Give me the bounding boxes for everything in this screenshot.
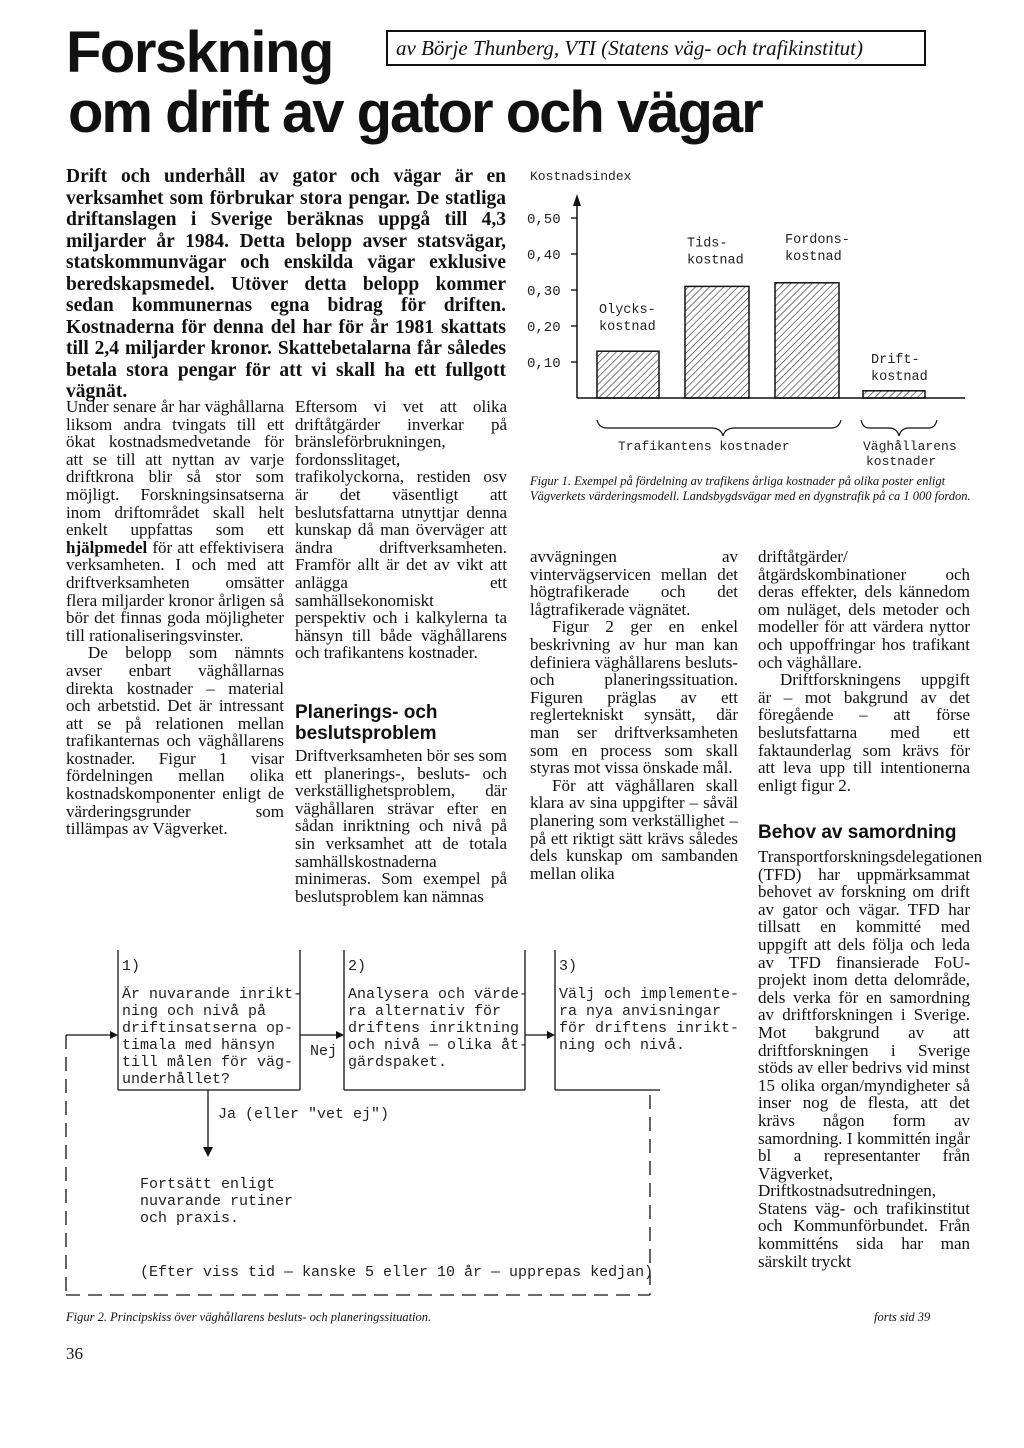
- brace-trafikant: [597, 420, 841, 436]
- bar-label: kostnad: [871, 369, 928, 385]
- bar-label: kostnad: [785, 249, 842, 265]
- y-tick-label: 0,30: [527, 284, 561, 300]
- brace-vaghallare: [861, 420, 937, 436]
- bar-tidskostnad: [685, 286, 749, 398]
- column-2b: [295, 747, 507, 905]
- group-label-vaghallare-2: kostnader: [866, 454, 937, 469]
- bar-label: kostnad: [599, 320, 656, 336]
- figure-2-caption: Figur 2. Principskiss över väghållarens besluts- och planeringssituation.: [66, 1310, 432, 1324]
- bar-label: kostnad: [687, 253, 744, 269]
- y-axis-label: Kostnadsindex: [530, 169, 632, 184]
- bar-label: Drift-: [871, 352, 920, 368]
- bar-label: Fordons-: [785, 232, 850, 248]
- y-tick-label: 0,50: [527, 212, 561, 228]
- bar-fordonskostnad: [775, 283, 839, 398]
- group-label-vaghallare-1: Väghållarens: [863, 439, 957, 454]
- ja-label: Ja (eller "vet ej"): [218, 1106, 390, 1123]
- title-line-2: om drift av gator och vägar: [68, 80, 762, 145]
- box-1-number: 1): [122, 958, 141, 975]
- col4-paragraph-1: driftåtgärder/åtgärdskombinationer och deras effekter, dels kännedom om nuläget, dels metoder och modeller för att värdera nyttor och uppoffringar hos trafikant och väghållare.: [758, 547, 970, 672]
- column-1: [66, 398, 284, 838]
- continued-note: forts sid 39: [874, 1310, 931, 1324]
- col1-text-a: Under senare år har väghållarna liksom andra tvingats till ett ökat kostnadsmedvetande för att se till att nyttan av varje driftkrona blir så stor som möjligt. Forskningsinsatserna inom driftområdet skall helt enkelt uppfattas som ett: [66, 397, 284, 540]
- y-axis-arrow-icon: [573, 194, 581, 206]
- page-number: 36: [66, 1344, 83, 1363]
- repeat-text: (Efter viss tid — kanske 5 eller 10 år — upprepas kedjan): [140, 1264, 654, 1281]
- title-line-1: Forskning: [66, 20, 333, 85]
- column-2: [295, 398, 507, 662]
- y-tick-label: 0,10: [527, 356, 561, 372]
- box-3-number: 3): [559, 958, 578, 975]
- box-2-text: Analysera och värde- ra alternativ för driftens inriktning och nivå — olika åt- gärdspaket.: [348, 986, 529, 1071]
- bar-label: Olycks-: [599, 303, 656, 319]
- col1-bold: hjälpmedel: [66, 537, 148, 557]
- bar-olyckskostnad: [597, 351, 659, 398]
- column-4b: [758, 847, 983, 1271]
- column-4: [758, 548, 970, 794]
- col2-paragraph-2: Driftverksamheten bör ses som ett planerings-, besluts- och verkställighetsproblem, där väghållaren strävar efter en sådan inriktning och nivå på sin verksamhet att de totala samhällskostnaderna minimeras. Som exempel på beslutsproblem kan nämnas: [295, 746, 507, 906]
- column-3: [530, 548, 738, 882]
- col3-paragraph-3: För att väghållaren skall klara av sina uppgifter – såväl planering som verkställighet – på ett riktigt sätt krävs således dels kunskap om sambanden mellan olika: [530, 775, 738, 883]
- y-tick-label: 0,20: [527, 320, 561, 336]
- byline-box: av Börje Thunberg, VTI (Statens väg- och trafikinstitut): [386, 30, 926, 66]
- figure-1-chart: [525, 160, 975, 460]
- box-1-text: Är nuvarande inrikt- ning och nivå på driftinsatserna op- timala med hänsyn till målen för väg- underhållet?: [122, 986, 303, 1088]
- arrow-2-icon: [336, 1031, 344, 1039]
- heading-planerings: Planerings- och beslutsproblem: [295, 702, 438, 744]
- arrow-1-icon: [110, 1031, 118, 1039]
- nej-label: Nej: [310, 1043, 338, 1060]
- col3-paragraph-2: Figur 2 ger en enkel beskrivning av hur man kan definiera väghållarens besluts- och planeringssituation. Figuren präglas av ett reglertekniskt synsätt, där man ser driftverksamheten som en process som skall styras mot vissa önskade mål.: [530, 617, 738, 778]
- col2-paragraph-1: Eftersom vi vet att olika driftåtgärder inverkar på bränsleförbrukningen, fordonsslitaget, trafikolyckorna, restiden osv är det väsentligt att beslutsfattarna utnyttjar denna kunskap då man överväger att ändra driftverksamheten. Framför allt är det av vikt att anlägga ett samhällsekonomiskt perspektiv och i kalkylerna ta hänsyn till både väghållarens och trafikantens kostnader.: [295, 397, 507, 663]
- bar-driftkostnad: [863, 391, 925, 398]
- arrow-down-icon: [203, 1147, 213, 1157]
- y-tick-label: 0,40: [527, 248, 561, 264]
- col4-paragraph-2: Driftforskningens uppgift är – mot bakgrund av det föregående – att förse beslutsfattarna med ett faktaunderlag som krävs för att leva upp till intentionerna enligt figur 2.: [758, 670, 970, 795]
- col1-paragraph-2: De belopp som nämnts avser enbart väghållarnas direkta kostnader – material och arbetstid. Det är intressant att se på relationen mellan trafikanternas och väghållarens kostnader. Figur 1 visar fördelningen mellan olika kostnadskomponenter enligt de värderingsgrunder som tillämpas av Vägverket.: [66, 643, 284, 839]
- col1-text-b: för att effektivisera verksamheten. I och med att driftverksamheten omsätter flera miljarder kronor årligen så bör det finnas goda möjligheter till rationaliseringsvinster.: [66, 537, 284, 645]
- arrow-3-icon: [547, 1031, 555, 1039]
- col3-paragraph-1: avvägningen av vintervägservicen mellan det högtrafikerade och det lågtrafikerade vägnätet.: [530, 547, 738, 619]
- box-3-text: Välj och implemente- ra nya anvisningar för driftens inrikt- ning och nivå.: [559, 986, 740, 1054]
- heading-samordning: Behov av samordning: [758, 822, 957, 843]
- figure-1-caption: Figur 1. Exempel på fördelning av trafikens årliga kostnader på olika poster enligt Vägverkets värderingsmodell. Landsbygdsvägar med en dygnstrafik på ca 1 000 fordon.: [530, 474, 971, 503]
- group-label-trafikant: Trafikantens kostnader: [618, 439, 790, 454]
- col4-paragraph-3: Transportforskningsdelegationen (TFD) har uppmärksammat behovet av forskning om drift av gator och vägar. TFD har tillsatt en kommitté med uppgift att dels följa och leda av TFD finansierade FoU-projekt inom detta delområde, dels verka för en samordning av driftforskningen i Sverige. Mot bakgrund av att driftforskningen i Sverige stöds av eller bedrivs vid minst 15 olika organ/myndigheter så inser nog de flesta, att det krävs någon form av samordning. I kommittén ingår bl a representanter från Vägverket, Driftkostnadsutredningen, Statens väg- och trafikinstitut och Kommunförbundet. Från kommitténs sida har man särskilt tryckt: [758, 847, 983, 1271]
- continue-text: Fortsätt enligt nuvarande rutiner och praxis.: [140, 1176, 294, 1227]
- box-2-number: 2): [348, 958, 367, 975]
- ingress-text: Drift och underhåll av gator och vägar är en verksamhet som förbrukar stora pengar. De statliga driftanslagen i Sverige beräknas uppgå till 4,3 miljarder år 1984. Detta belopp avser statsvägar, statskommunvägar och enskilda vägar exklusive beredskapsmedel. Utöver detta belopp kommer sedan kommunernas egna bidrag för driften. Kostnaderna för denna del har för år 1981 skattats till 2,4 miljarder kronor. Skattebetalarna får således betala stora pengar för att vi skall ha ett fullgott vägnät.: [66, 166, 506, 402]
- bar-label: Tids-: [687, 236, 728, 252]
